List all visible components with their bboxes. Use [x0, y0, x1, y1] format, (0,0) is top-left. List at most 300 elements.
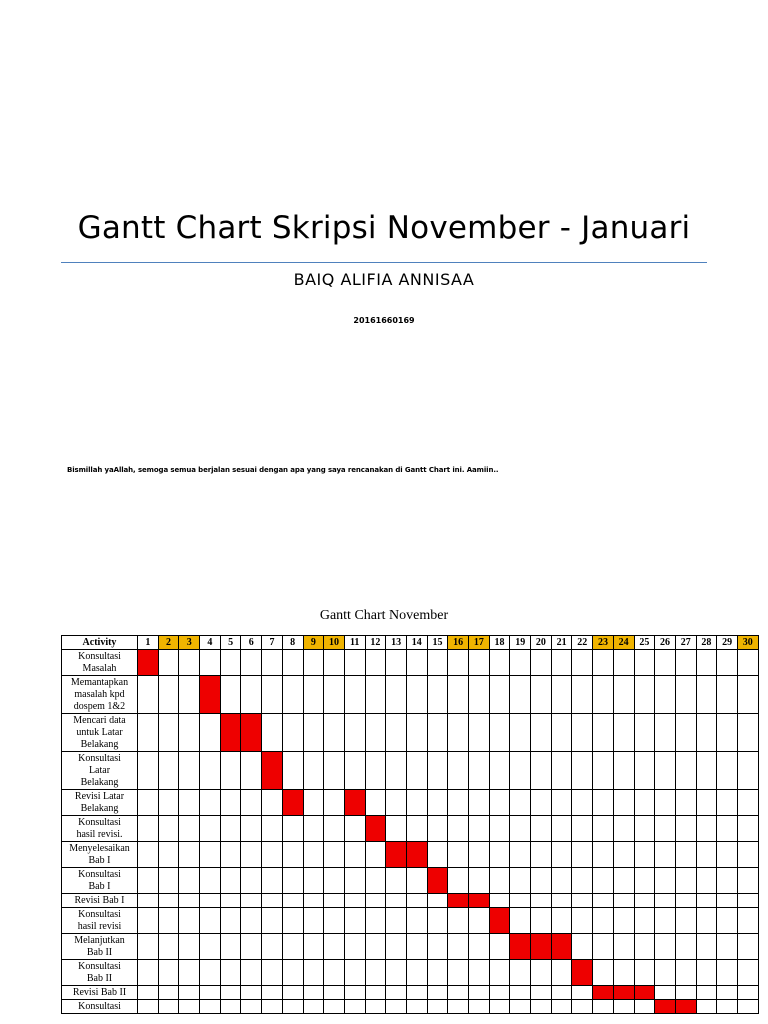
empty-cell: [469, 1000, 490, 1014]
gantt-row: [62, 986, 759, 1000]
empty-cell: [179, 934, 200, 960]
empty-cell: [406, 752, 427, 790]
empty-cell: [634, 934, 655, 960]
empty-cell: [282, 986, 303, 1000]
empty-cell: [158, 908, 179, 934]
empty-cell: [717, 868, 738, 894]
activity-label-line: dospem 1&2: [73, 700, 126, 712]
day-header: 10: [324, 636, 345, 650]
gantt-row: [62, 842, 759, 868]
empty-cell: [469, 986, 490, 1000]
empty-cell: [386, 752, 407, 790]
empty-cell: [344, 934, 365, 960]
day-header: 25: [634, 636, 655, 650]
day-header: 27: [675, 636, 696, 650]
empty-cell: [427, 894, 448, 908]
gantt-row: [62, 676, 759, 714]
empty-cell: [220, 934, 241, 960]
activity-label-line: masalah kpd: [74, 688, 125, 700]
empty-cell: [531, 816, 552, 842]
empty-cell: [737, 650, 758, 676]
empty-cell: [675, 676, 696, 714]
empty-cell: [717, 676, 738, 714]
empty-cell: [717, 650, 738, 676]
empty-cell: [200, 714, 221, 752]
empty-cell: [138, 908, 159, 934]
gantt-row: [62, 752, 759, 790]
empty-cell: [158, 842, 179, 868]
empty-cell: [675, 986, 696, 1000]
empty-cell: [365, 714, 386, 752]
empty-cell: [262, 714, 283, 752]
day-header: 28: [696, 636, 717, 650]
activity-label-line: Belakang: [80, 802, 119, 814]
empty-cell: [179, 894, 200, 908]
empty-cell: [200, 790, 221, 816]
empty-cell: [551, 894, 572, 908]
empty-cell: [158, 986, 179, 1000]
empty-cell: [241, 868, 262, 894]
empty-cell: [655, 934, 676, 960]
activity-label: [62, 714, 138, 752]
empty-cell: [406, 894, 427, 908]
empty-cell: [324, 908, 345, 934]
empty-cell: [303, 868, 324, 894]
gantt-row: [62, 816, 759, 842]
day-header: 26: [655, 636, 676, 650]
empty-cell: [551, 676, 572, 714]
empty-cell: [158, 714, 179, 752]
empty-cell: [551, 752, 572, 790]
activity-label: [62, 790, 138, 816]
empty-cell: [138, 868, 159, 894]
activity-label: [62, 960, 138, 986]
empty-cell: [531, 908, 552, 934]
empty-cell: [386, 714, 407, 752]
scheduled-cell: [531, 934, 552, 960]
empty-cell: [324, 790, 345, 816]
empty-cell: [282, 934, 303, 960]
empty-cell: [406, 714, 427, 752]
empty-cell: [365, 842, 386, 868]
empty-cell: [138, 986, 159, 1000]
day-header: 12: [365, 636, 386, 650]
empty-cell: [469, 868, 490, 894]
empty-cell: [427, 842, 448, 868]
day-header: 7: [262, 636, 283, 650]
gantt-header-row: [62, 636, 759, 650]
empty-cell: [696, 986, 717, 1000]
empty-cell: [427, 986, 448, 1000]
empty-cell: [593, 1000, 614, 1014]
empty-cell: [200, 986, 221, 1000]
day-header: 24: [613, 636, 634, 650]
empty-cell: [241, 816, 262, 842]
empty-cell: [282, 842, 303, 868]
empty-cell: [634, 842, 655, 868]
empty-cell: [634, 650, 655, 676]
student-id: 20161660169: [353, 316, 415, 325]
empty-cell: [427, 752, 448, 790]
activity-label-line: Bab II: [86, 972, 113, 984]
empty-cell: [241, 676, 262, 714]
empty-cell: [303, 676, 324, 714]
empty-cell: [344, 894, 365, 908]
empty-cell: [675, 934, 696, 960]
empty-cell: [531, 986, 552, 1000]
empty-cell: [593, 790, 614, 816]
empty-cell: [593, 868, 614, 894]
scheduled-cell: [489, 908, 510, 934]
empty-cell: [696, 790, 717, 816]
scheduled-cell: [469, 894, 490, 908]
empty-cell: [179, 960, 200, 986]
scheduled-cell: [655, 1000, 676, 1014]
day-header: 30: [737, 636, 758, 650]
document-title: Gantt Chart Skripsi November - Januari: [77, 210, 691, 246]
empty-cell: [489, 960, 510, 986]
empty-cell: [303, 650, 324, 676]
empty-cell: [469, 790, 490, 816]
empty-cell: [737, 908, 758, 934]
empty-cell: [551, 790, 572, 816]
empty-cell: [324, 816, 345, 842]
gantt-table: [61, 635, 759, 1014]
empty-cell: [737, 934, 758, 960]
empty-cell: [489, 752, 510, 790]
empty-cell: [717, 842, 738, 868]
activity-label: [62, 908, 138, 934]
empty-cell: [241, 934, 262, 960]
empty-cell: [448, 816, 469, 842]
empty-cell: [531, 790, 552, 816]
empty-cell: [489, 816, 510, 842]
empty-cell: [675, 752, 696, 790]
scheduled-cell: [572, 960, 593, 986]
empty-cell: [551, 986, 572, 1000]
empty-cell: [613, 714, 634, 752]
empty-cell: [179, 986, 200, 1000]
empty-cell: [200, 894, 221, 908]
empty-cell: [386, 934, 407, 960]
empty-cell: [489, 1000, 510, 1014]
empty-cell: [365, 790, 386, 816]
empty-cell: [324, 868, 345, 894]
empty-cell: [675, 714, 696, 752]
empty-cell: [737, 960, 758, 986]
empty-cell: [406, 908, 427, 934]
scheduled-cell: [282, 790, 303, 816]
empty-cell: [448, 934, 469, 960]
empty-cell: [448, 676, 469, 714]
empty-cell: [344, 752, 365, 790]
scheduled-cell: [613, 986, 634, 1000]
empty-cell: [613, 960, 634, 986]
empty-cell: [572, 934, 593, 960]
empty-cell: [634, 752, 655, 790]
empty-cell: [675, 842, 696, 868]
empty-cell: [365, 894, 386, 908]
empty-cell: [572, 894, 593, 908]
empty-cell: [655, 714, 676, 752]
empty-cell: [365, 934, 386, 960]
activity-label-line: Menyelesaikan: [69, 842, 130, 854]
empty-cell: [613, 934, 634, 960]
empty-cell: [138, 934, 159, 960]
empty-cell: [655, 960, 676, 986]
empty-cell: [324, 752, 345, 790]
day-header: 20: [531, 636, 552, 650]
empty-cell: [262, 934, 283, 960]
empty-cell: [365, 960, 386, 986]
empty-cell: [406, 650, 427, 676]
empty-cell: [675, 960, 696, 986]
empty-cell: [282, 908, 303, 934]
author-name: BAIQ ALIFIA ANNISAA: [293, 270, 475, 289]
empty-cell: [593, 752, 614, 790]
day-header: 13: [386, 636, 407, 650]
empty-cell: [655, 894, 676, 908]
empty-cell: [696, 1000, 717, 1014]
empty-cell: [138, 816, 159, 842]
activity-label-line: Revisi Latar: [74, 790, 125, 802]
empty-cell: [365, 1000, 386, 1014]
empty-cell: [386, 1000, 407, 1014]
empty-cell: [613, 752, 634, 790]
empty-cell: [200, 842, 221, 868]
empty-cell: [303, 960, 324, 986]
day-header: 9: [303, 636, 324, 650]
empty-cell: [655, 790, 676, 816]
empty-cell: [489, 934, 510, 960]
empty-cell: [158, 868, 179, 894]
empty-cell: [406, 1000, 427, 1014]
empty-cell: [344, 868, 365, 894]
empty-cell: [551, 960, 572, 986]
activity-label: [62, 1000, 138, 1014]
empty-cell: [531, 894, 552, 908]
day-header: 1: [138, 636, 159, 650]
activity-label: [62, 894, 138, 908]
empty-cell: [386, 960, 407, 986]
activity-label-line: hasil revisi.: [76, 828, 123, 840]
empty-cell: [158, 790, 179, 816]
empty-cell: [448, 868, 469, 894]
empty-cell: [469, 714, 490, 752]
empty-cell: [696, 934, 717, 960]
empty-cell: [675, 868, 696, 894]
empty-cell: [262, 894, 283, 908]
empty-cell: [303, 1000, 324, 1014]
empty-cell: [717, 960, 738, 986]
day-header: 16: [448, 636, 469, 650]
empty-cell: [469, 934, 490, 960]
empty-cell: [593, 816, 614, 842]
empty-cell: [220, 790, 241, 816]
scheduled-cell: [386, 842, 407, 868]
empty-cell: [655, 986, 676, 1000]
empty-cell: [531, 868, 552, 894]
empty-cell: [158, 816, 179, 842]
scheduled-cell: [365, 816, 386, 842]
empty-cell: [469, 908, 490, 934]
scheduled-cell: [448, 894, 469, 908]
empty-cell: [138, 676, 159, 714]
activity-label: [62, 986, 138, 1000]
empty-cell: [448, 790, 469, 816]
empty-cell: [469, 752, 490, 790]
gantt-row: [62, 868, 759, 894]
empty-cell: [717, 816, 738, 842]
empty-cell: [220, 908, 241, 934]
empty-cell: [158, 650, 179, 676]
activity-label: [62, 650, 138, 676]
empty-cell: [572, 790, 593, 816]
activity-label-line: Konsultasi: [78, 908, 121, 920]
empty-cell: [427, 650, 448, 676]
empty-cell: [510, 752, 531, 790]
scheduled-cell: [138, 650, 159, 676]
activity-label-line: Revisi Bab II: [72, 986, 127, 998]
empty-cell: [634, 1000, 655, 1014]
activity-label: [62, 868, 138, 894]
empty-cell: [179, 842, 200, 868]
empty-cell: [551, 1000, 572, 1014]
empty-cell: [324, 986, 345, 1000]
day-header: 18: [489, 636, 510, 650]
empty-cell: [531, 842, 552, 868]
empty-cell: [386, 986, 407, 1000]
empty-cell: [593, 960, 614, 986]
empty-cell: [696, 676, 717, 714]
empty-cell: [303, 934, 324, 960]
empty-cell: [737, 816, 758, 842]
empty-cell: [717, 908, 738, 934]
empty-cell: [262, 1000, 283, 1014]
empty-cell: [220, 842, 241, 868]
empty-cell: [344, 1000, 365, 1014]
empty-cell: [324, 934, 345, 960]
empty-cell: [634, 676, 655, 714]
empty-cell: [365, 908, 386, 934]
activity-label-line: Bab I: [88, 880, 111, 892]
empty-cell: [241, 1000, 262, 1014]
scheduled-cell: [510, 934, 531, 960]
empty-cell: [282, 868, 303, 894]
empty-cell: [489, 650, 510, 676]
empty-cell: [386, 650, 407, 676]
empty-cell: [737, 714, 758, 752]
empty-cell: [489, 790, 510, 816]
empty-cell: [696, 714, 717, 752]
empty-cell: [572, 650, 593, 676]
empty-cell: [138, 714, 159, 752]
empty-cell: [551, 842, 572, 868]
empty-cell: [262, 676, 283, 714]
empty-cell: [510, 894, 531, 908]
empty-cell: [386, 816, 407, 842]
empty-cell: [200, 908, 221, 934]
empty-cell: [675, 816, 696, 842]
activity-label-line: Mencari data: [73, 714, 126, 726]
empty-cell: [448, 752, 469, 790]
empty-cell: [469, 842, 490, 868]
empty-cell: [613, 790, 634, 816]
empty-cell: [158, 676, 179, 714]
activity-label-line: Memantapkan: [70, 676, 129, 688]
empty-cell: [572, 816, 593, 842]
day-header: 2: [158, 636, 179, 650]
activity-header: Activity: [62, 636, 138, 650]
scheduled-cell: [634, 986, 655, 1000]
empty-cell: [717, 986, 738, 1000]
day-header: 15: [427, 636, 448, 650]
empty-cell: [613, 842, 634, 868]
activity-label-line: Latar: [88, 764, 111, 776]
empty-cell: [510, 676, 531, 714]
empty-cell: [675, 908, 696, 934]
empty-cell: [572, 986, 593, 1000]
empty-cell: [406, 960, 427, 986]
empty-cell: [179, 714, 200, 752]
empty-cell: [324, 1000, 345, 1014]
empty-cell: [634, 908, 655, 934]
empty-cell: [572, 908, 593, 934]
empty-cell: [282, 714, 303, 752]
empty-cell: [138, 842, 159, 868]
gantt-row: [62, 934, 759, 960]
empty-cell: [593, 650, 614, 676]
empty-cell: [324, 894, 345, 908]
empty-cell: [531, 676, 552, 714]
empty-cell: [634, 894, 655, 908]
empty-cell: [489, 714, 510, 752]
empty-cell: [158, 1000, 179, 1014]
gantt-chart-title: Gantt Chart November: [319, 608, 449, 623]
empty-cell: [593, 842, 614, 868]
empty-cell: [737, 676, 758, 714]
empty-cell: [572, 842, 593, 868]
empty-cell: [469, 650, 490, 676]
gantt-row: [62, 1000, 759, 1014]
empty-cell: [593, 894, 614, 908]
empty-cell: [737, 752, 758, 790]
empty-cell: [737, 790, 758, 816]
empty-cell: [303, 790, 324, 816]
scheduled-cell: [344, 790, 365, 816]
empty-cell: [717, 1000, 738, 1014]
empty-cell: [179, 1000, 200, 1014]
empty-cell: [241, 960, 262, 986]
empty-cell: [448, 650, 469, 676]
empty-cell: [138, 752, 159, 790]
empty-cell: [717, 714, 738, 752]
empty-cell: [241, 894, 262, 908]
empty-cell: [489, 868, 510, 894]
empty-cell: [158, 752, 179, 790]
empty-cell: [427, 790, 448, 816]
empty-cell: [510, 790, 531, 816]
empty-cell: [531, 752, 552, 790]
intro-note: Bismillah yaAllah, semoga semua berjalan sesuai dengan apa yang saya rencanakan di Gantt Chart ini. Aamiin..: [67, 466, 499, 474]
empty-cell: [262, 960, 283, 986]
empty-cell: [613, 816, 634, 842]
empty-cell: [510, 1000, 531, 1014]
title-divider: [61, 262, 707, 263]
empty-cell: [324, 960, 345, 986]
empty-cell: [200, 868, 221, 894]
empty-cell: [344, 986, 365, 1000]
